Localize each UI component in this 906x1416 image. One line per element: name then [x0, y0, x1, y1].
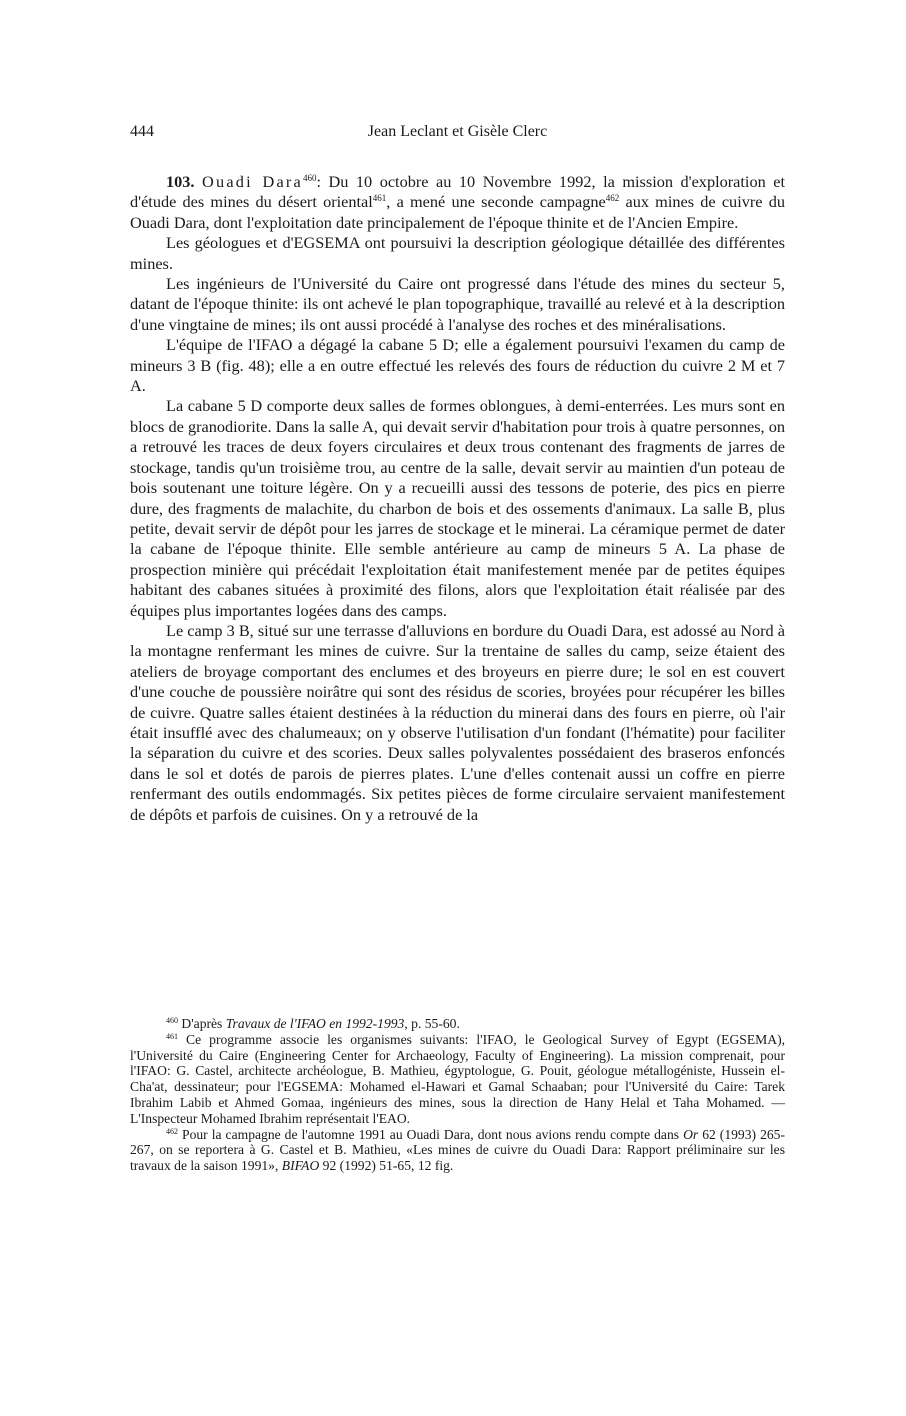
place-name: Ouadi Dara	[202, 172, 303, 191]
paragraph: Les ingénieurs de l'Université du Caire ont progressé dans l'étude des mines du secteur 5, datant de l'époque thinite: ils ont achevé le plan topographique, travaillé au relevé et à la description d'une vingtaine de mines; ils ont aussi procédé à l'analyse des roches et des minéralisations.	[130, 274, 785, 334]
footnote-number: 461	[166, 1031, 178, 1041]
footnote-number: 460	[166, 1016, 178, 1025]
paragraph-text: aux mines de cuivre du Ouadi Dara, dont l'exploitation date principalement de l'époque thinite et de l'Ancien Empire.	[130, 192, 785, 232]
paragraph: Le camp 3 B, situé sur une terrasse d'alluvions en bordure du Ouadi Dara, est adossé au Nord à la montagne renfermant les mines de cuivre. Sur la trentaine de salles du camp, seize étaient des ateliers de broyage comportant des enclumes et des broyeurs en pierre dure; le sol en est couvert d'une couche de poussière noirâtre qui sont des résidus de scories, broyées pour récupérer les billes de cuivre. Quatre salles étaient destinées à la réduction du minerai dans des fours en pierre, où l'air était insufflé avec des chalumeaux; on y observe l'utilisation d'un fondant (l'hématite) pour faciliter la séparation du cuivre et des scories. Deux salles polyvalentes possédaient des braseros enfoncés dans le sol et dotés de parois de pierres plates. L'une d'elles contenait aussi un coffre en pierre renfermant des outils endommagés. Six petites pièces de forme circulaire servaient manifestement de dépôts et parfois de cuisines. On y a retrouvé de la	[130, 620, 785, 824]
footnote	[130, 1016, 785, 1032]
footnote-ref[interactable]: 461	[372, 193, 387, 204]
page-header	[130, 120, 785, 144]
page-number: 444	[130, 123, 154, 140]
footnote-number: 462	[166, 1126, 178, 1136]
paragraph: L'équipe de l'IFAO a dégagé la cabane 5 D; elle a également poursuivi l'examen du camp de mineurs 3 B (fig. 48); elle a en outre effectué les relevés des fours de réduction du cuivre 2 M et 7 A.	[130, 335, 785, 396]
footnote-title: Travaux de l'IFAO en 1992-1993	[225, 1016, 405, 1031]
footnote	[130, 1127, 785, 1174]
paragraph: La cabane 5 D comporte deux salles de formes oblongues, à demi-enterrées. Les murs sont en blocs de granodiorite. Dans la salle A, qui devait servir d'habitation pour trois à quatre personnes, on a retrouvé les traces de deux foyers circulaires et deux trous contenant des fragments de jarres de stockage, tandis qu'un troisième trou, au centre de la salle, devait servir au maintien d'un poteau de bois soutenant une toiture légère. On y a recueilli aussi des tessons de poterie, des pics en pierre dure, des fragments de malachite, du charbon de bois et des ossements d'animaux. La salle B, plus petite, devait servir de dépôt pour les jarres de stockage et le minerai. La céramique permet de dater la cabane de l'époque thinite. Elle semble antérieure au camp de mineurs 5 A. La phase de prospection minière qui précédait l'exploitation était manifestement menée par de petites équipes habitant des cabanes situées à proximité des filons, alors que l'exploitation était réalisée par des équipes plus importantes logées dans des camps.	[130, 396, 785, 620]
footnote-journal: BIFAO	[281, 1158, 320, 1174]
footnote-ref[interactable]: 462	[605, 193, 620, 204]
paragraph	[130, 172, 785, 233]
footnote-journal: Or	[683, 1126, 699, 1142]
section-number: 103.	[166, 172, 195, 191]
footnote-text: 92 (1992) 51-65, 12 fig.	[319, 1158, 454, 1174]
paragraph: Les géologues et d'EGSEMA ont poursuivi la description géologique détaillée des différentes mines.	[130, 233, 785, 273]
footnote-ref[interactable]: 460	[302, 173, 317, 183]
running-title: Jean Leclant et Gisèle Clerc	[367, 123, 548, 140]
body-text	[130, 172, 785, 825]
footnote-text: D'après	[178, 1016, 226, 1031]
footnote-text: Ce programme associe les organismes suivants: l'IFAO, le Geological Survey of Egypt (EGSEMA), l'Université du Caire (Engineering Center for Archaeology, Faculty of Engineering). La mission comprenait, pour l'IFAO: G. Castel, architecte archéologue, B. Mathieu, égyptologue, G. Pouit, géologue métallogéniste, Hussein el-Cha'at, dessinateur; pour l'EGSEMA: Mohamed el-Hawari et Gamal Schaaban; pour l'Université du Caire: Tarek Ibrahim Labib et Ahmed Gomaa, ingénieurs des mines, sous la direction de Hany Helal et Taha Mohamed. — L'Inspecteur Mohamed Ibrahim représentait l'EAO.	[130, 1031, 785, 1126]
footnote-text: Pour la campagne de l'automne 1991 au Ouadi Dara, dont nous avions rendu compte dans	[178, 1126, 684, 1142]
footnote-text: , p. 55-60.	[404, 1016, 460, 1031]
footnotes	[130, 1016, 785, 1174]
footnote-text: 62 (1993) 265-267, on se reportera à G. Castel et B. Mathieu, «Les mines de cuivre du Ouadi Dara: Rapport préliminaire sur les travaux de la saison 1991»,	[130, 1126, 785, 1174]
paragraph-text: , a mené une seconde campagne	[386, 192, 606, 212]
footnote	[130, 1032, 785, 1127]
paragraph-text: : Du 10 octobre au 10 Novembre 1992, la mission d'exploration et d'étude des mines du désert oriental	[130, 172, 785, 212]
